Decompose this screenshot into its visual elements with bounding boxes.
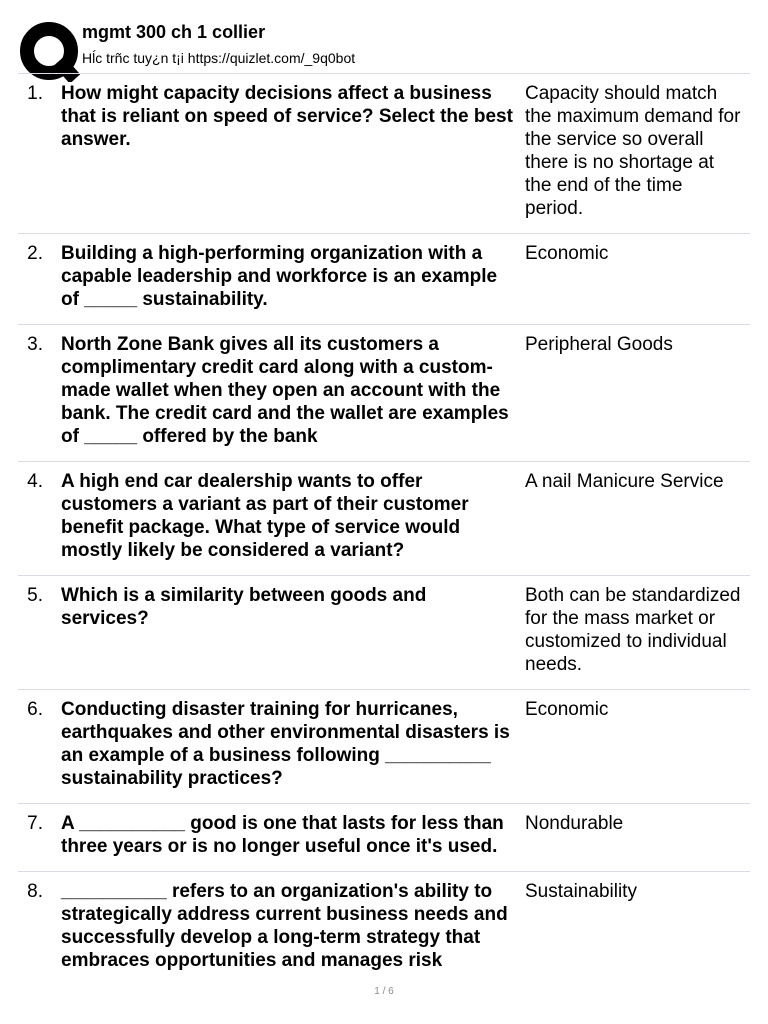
card-definition: Peripheral Goods bbox=[525, 334, 673, 355]
card-term: Which is a similarity between goods and services? bbox=[61, 585, 427, 629]
card-number: 4. bbox=[27, 471, 43, 492]
flashcard-row bbox=[18, 325, 750, 462]
card-term: A high end car dealership wants to offer customers a variant as part of their customer benefit package. What type of service would mostly likely be considered a variant? bbox=[61, 471, 469, 561]
flashcard-row bbox=[18, 576, 750, 690]
header bbox=[18, 18, 750, 74]
flashcard-row bbox=[18, 234, 750, 325]
card-term: A __________ good is one that lasts for less than three years or is no longer useful once it's used. bbox=[61, 813, 504, 857]
flashcard-row bbox=[18, 872, 750, 985]
card-definition: Both can be standardized for the mass market or customized to individual needs. bbox=[525, 585, 741, 675]
card-number: 6. bbox=[27, 699, 43, 720]
flashcard-row bbox=[18, 804, 750, 872]
card-term: __________ refers to an organization's ability to strategically address current business needs and successfully develop a long-term strategy that embraces opportunities and manages risk bbox=[61, 881, 508, 971]
card-number: 5. bbox=[27, 585, 43, 606]
card-term: North Zone Bank gives all its customers a complimentary credit card along with a custom-made wallet when they open an account with the bank. The credit card and the wallet are examples of _____ offered by the bank bbox=[61, 334, 509, 447]
set-title: mgmt 300 ch 1 collier bbox=[82, 22, 266, 42]
card-term: Conducting disaster training for hurricanes, earthquakes and other environmental disasters is an example of a business following __________ sustainability practices? bbox=[61, 699, 510, 789]
flashcard-row bbox=[18, 690, 750, 804]
flashcard-row bbox=[18, 462, 750, 576]
card-number: 7. bbox=[27, 813, 43, 834]
card-definition: A nail Manicure Service bbox=[525, 471, 724, 492]
card-number: 2. bbox=[27, 243, 43, 264]
card-number: 1. bbox=[27, 83, 43, 104]
card-definition: Economic bbox=[525, 243, 609, 264]
card-definition: Sustainability bbox=[525, 881, 637, 902]
card-term: How might capacity decisions affect a business that is reliant on speed of service? Select the best answer. bbox=[61, 83, 513, 150]
card-number: 3. bbox=[27, 334, 43, 355]
card-definition: Economic bbox=[525, 699, 609, 720]
card-term: Building a high-performing organization with a capable leadership and workforce is an example of _____ sustainability. bbox=[61, 243, 498, 310]
card-definition: Capacity should match the maximum demand for the service so overall there is no shortage at the end of the time period. bbox=[525, 83, 741, 219]
card-number: 8. bbox=[27, 881, 43, 902]
page-indicator: 1 / 6 bbox=[374, 986, 394, 997]
set-source-line: Hĺc trñc tuy¿n t¡i https://quizlet.com/_9q0bot bbox=[82, 50, 356, 66]
flashcard-list bbox=[18, 74, 750, 985]
card-definition: Nondurable bbox=[525, 813, 624, 834]
flashcard-row bbox=[18, 74, 750, 234]
